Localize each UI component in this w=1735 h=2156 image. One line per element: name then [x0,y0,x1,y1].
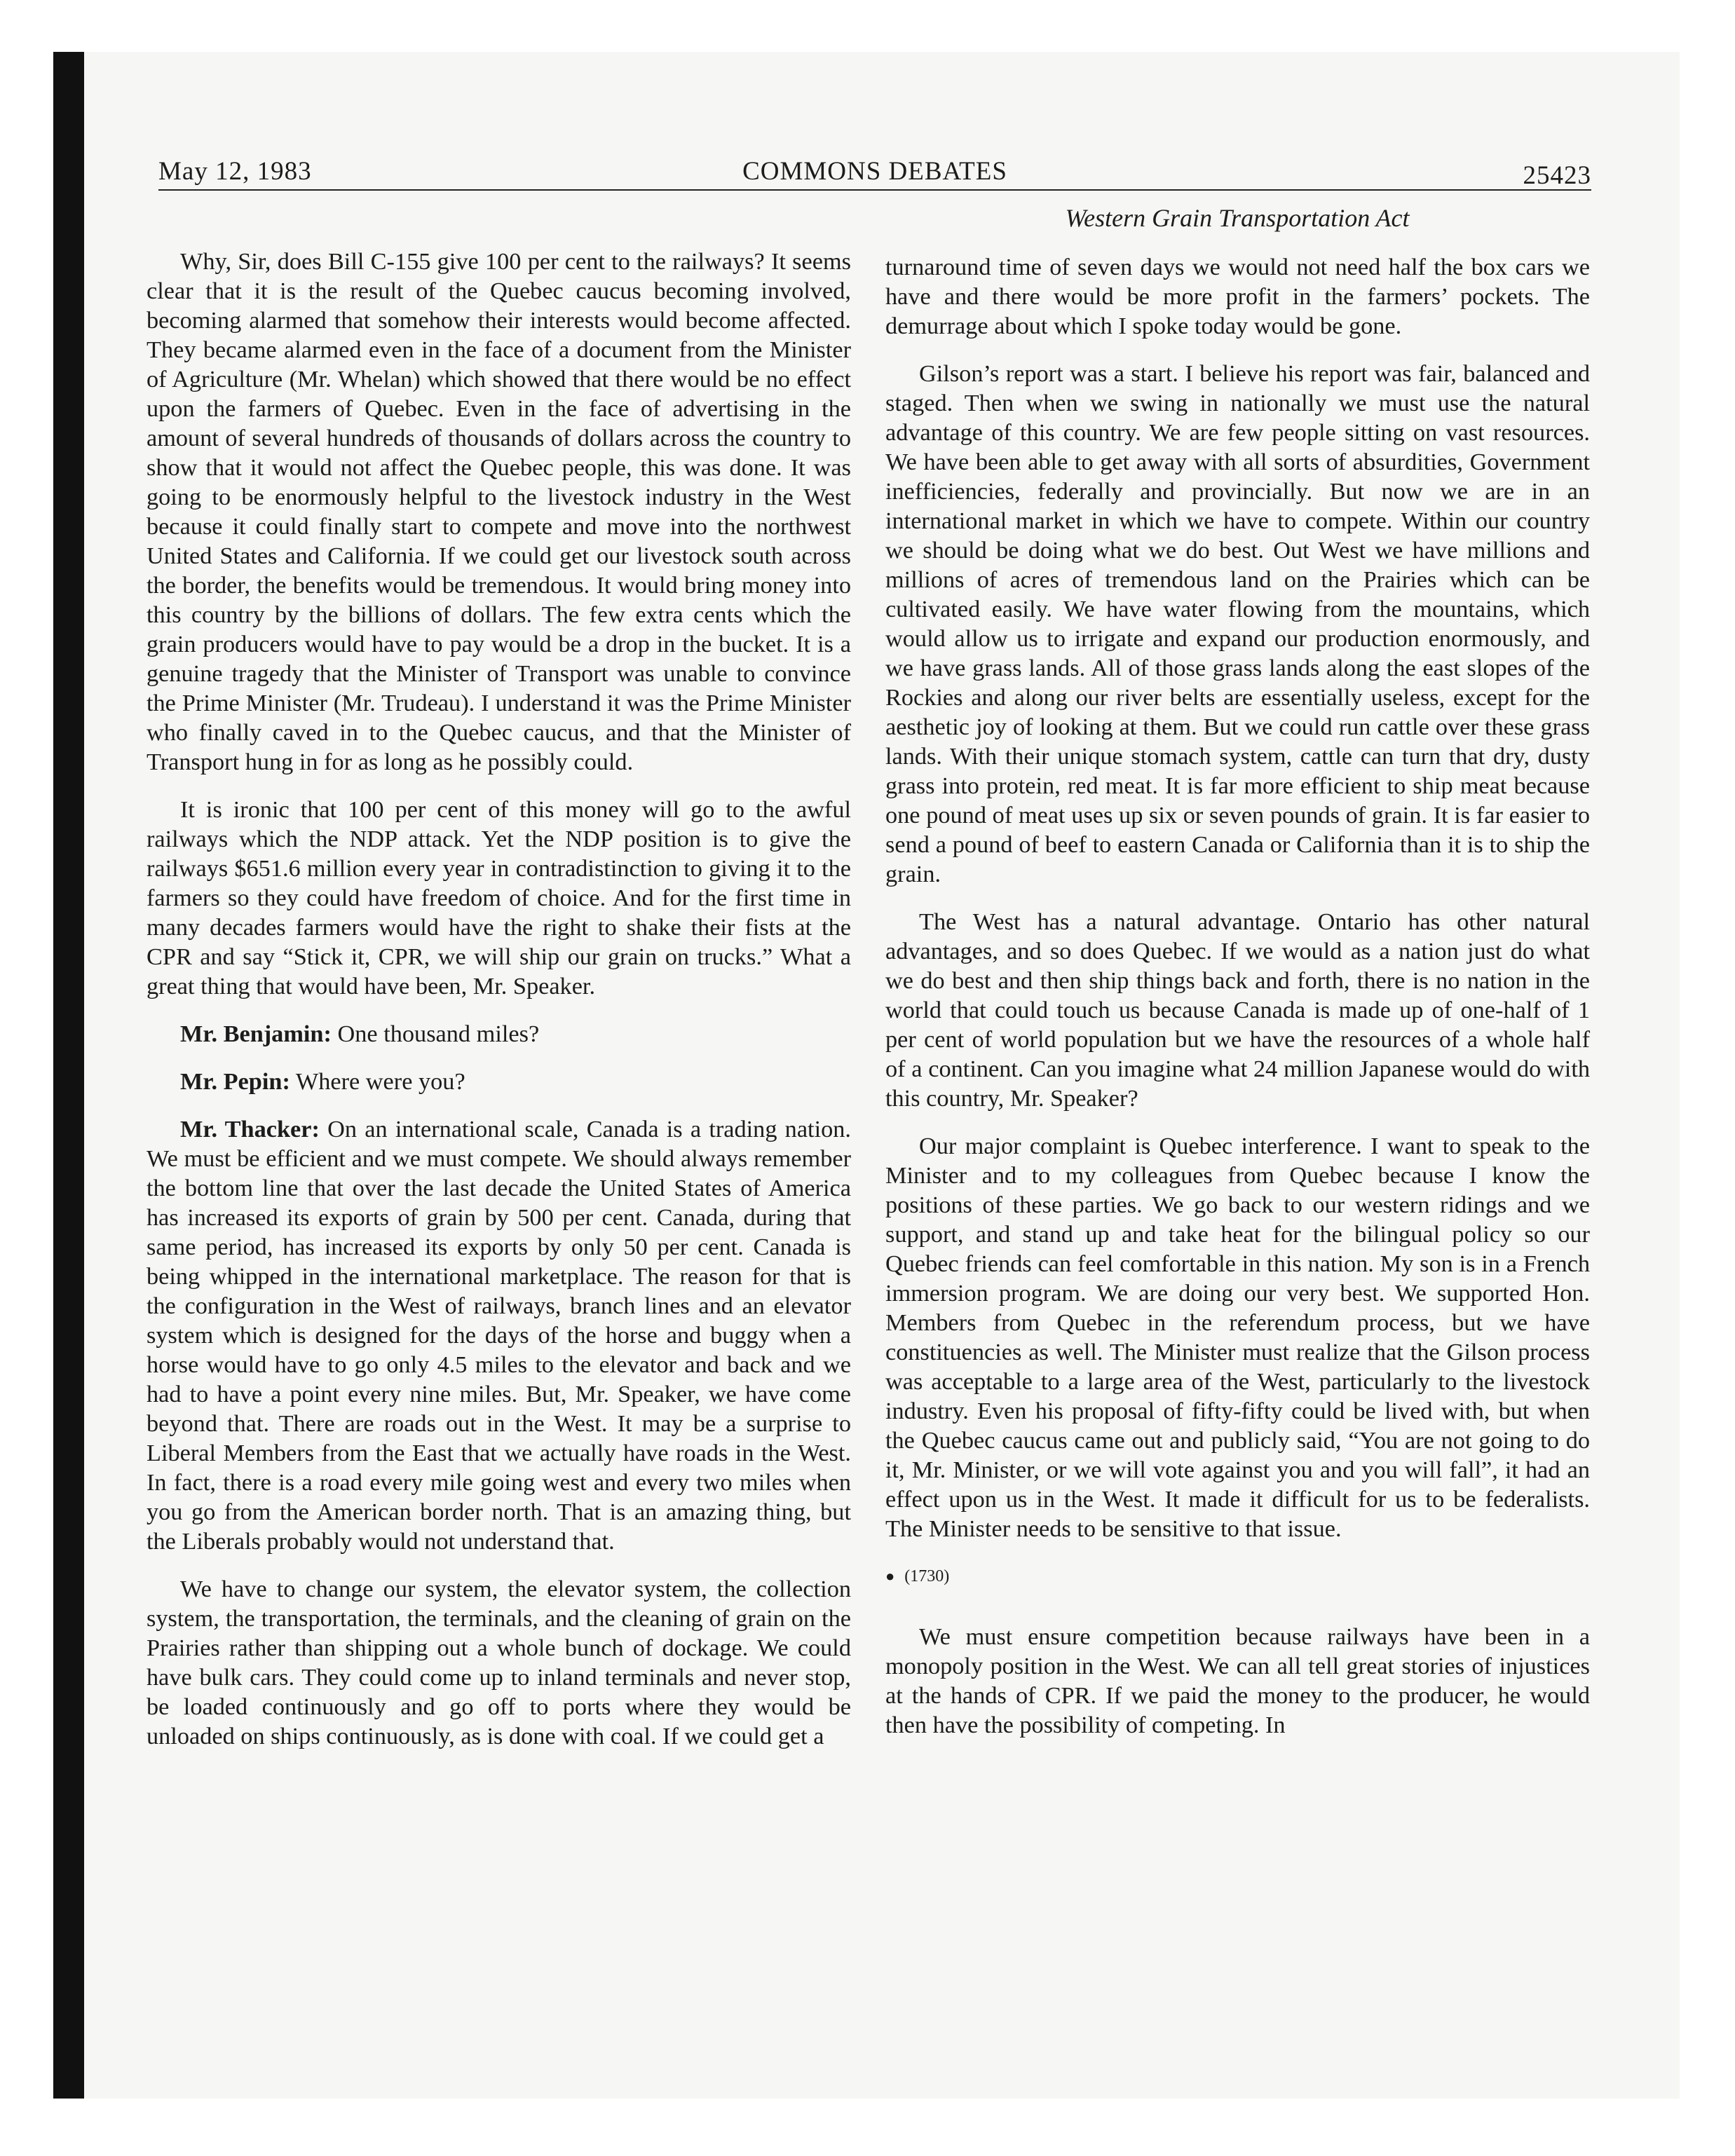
speaker-name: Mr. Pepin: [180,1068,290,1095]
paragraph: We have to change our system, the elevator system, the collection system, the transportation, the terminals, and the cleaning of grain on the Prairies rather than shipping out a whole bunch of dockage. We could have bulk cars. They could come up to inland terminals and never stop, be loaded continuously and go off to ports where they would be unloaded on ships continuously, as is done with coal. If we could get a [147,1576,851,1749]
paragraph: It is ironic that 100 per cent of this money will go to the awful railways which the NDP attack. Yet the NDP position is to give the railways $651.6 million every year in contradistinction to giving it to the farmers so they could have freedom of choice. And for the first time in many decades farmers would have the right to shake their fists at the CPR and say “Stick it, CPR, we will ship our grain on trucks.” What a great thing that would have been, Mr. Speaker. [147,796,851,999]
paragraph: Why, Sir, does Bill C-155 give 100 per cent to the railways? It seems clear that it is the result of the Quebec caucus becoming involved, becoming alarmed that somehow their interests would become affected. They became alarmed even in the face of a document from the Minister of Agriculture (Mr. Whelan) which showed that there would be no effect upon the farmers of Quebec. Even in the face of advertising in the amount of several hundreds of thousands of dollars across the country to show that it would not affect the Quebec people, this was done. It was going to be enormously helpful to the livestock industry in the West because it could finally start to compete and move into the northwest United States and California. If we could get our livestock south across the border, the benefits would be tremendous. It would bring money into this country by the billions of dollars. The few extra cents which the grain producers would have to pay would be a drop in the bucket. It is a genuine tragedy that the Minister of Transport was unable to convince the Prime Minister (Mr. Trudeau). I understand it was the Prime Minister who finally caved in to the Quebec caucus, and that the Minister of Transport hung in for as long as he possibly could. [147,248,851,775]
paragraph: turnaround time of seven days we would not need half the box cars we have and there would be more profit in the farmers’ pockets. The demurrage about which I spoke today would be gone. [885,254,1590,339]
speaker-name: Mr. Thacker: [180,1116,320,1142]
header-date: May 12, 1983 [158,157,312,186]
speech-text: On an international scale, Canada is a trading nation. We must be efficient and we must compete. We should always remember the bottom line that over the last decade the United States of America has increased its exports of grain by 500 per cent. Canada, during that same period, has increased its exports by only 50 per cent. Canada is being whipped in the international marketplace. The reason for that is the configuration in the West of railways, branch lines and an elevator system which is designed for the days of the horse and buggy when a horse would have to go only 4.5 miles to the elevator and back and we had to have a point every nine miles. But, Mr. Speaker, we have come beyond that. There are roads out in the West. It may be a surprise to Liberal Members from the East that we actually have roads in the West. In fact, there is a road every mile going west and every two miles when you go from the American border north. That is an amazing thing, but the Liberals probably would not understand that. [147,1116,851,1555]
paragraph: We must ensure competition because railways have been in a monopoly position in the West. We can all tell great stories of injustices at the hands of CPR. If we paid the money to the producer, he would then have the possibility of competing. In [885,1623,1590,1738]
page-number: 25423 [1523,161,1591,190]
time-marker [885,1562,1590,1591]
running-head: Western Grain Transportation Act [1065,204,1410,232]
left-column [147,247,851,1769]
binding-edge [53,52,84,2099]
speech-pepin [147,1067,851,1096]
speech-text: Where were you? [290,1068,465,1095]
speaker-name: Mr. Benjamin: [180,1021,332,1047]
speech-text: One thousand miles? [331,1021,540,1047]
paragraph: Gilson’s report was a start. I believe his report was fair, balanced and staged. Then when we swing in nationally we must use the natural advantage of this country. We are few people sitting on vast resources. We have been able to get away with all sorts of absurdities, Government inefficiencies, federally and provincially. But now we are in an international market in which we have to compete. Within our country we should be doing what we do best. Out West we have millions and millions of acres of tremendous land on the Prairies which can be cultivated easily. We have water flowing from the mountains, which would allow us to irrigate and expand our production enormously, and we have grass lands. All of those grass lands along the east slopes of the Rockies and along our river belts are essentially useless, except for the aesthetic joy of looking at them. But we could run cattle over these grass lands. With their unique stomach system, cattle can turn that dry, dusty grass into protein, red meat. It is far more efficient to ship meat because one pound of meat uses up six or seven pounds of grain. It is far easier to send a pound of beef to eastern Canada or California than it is to ship the grain. [885,360,1590,887]
paragraph: The West has a natural advantage. Ontario has other natural advantages, and so does Quebec. If we would as a nation just do what we do best and then ship things back and forth, there is no nation in the world that could touch us because Canada is made up of one-half of 1 per cent of world population but we have the resources of a whole half of a continent. Can you imagine what 24 million Japanese would do with this country, Mr. Speaker? [885,908,1590,1112]
right-column [885,252,1590,1758]
page-header [158,150,1591,191]
bullet-icon: ● [885,1567,895,1585]
time-marker-text: (1730) [904,1567,950,1585]
header-title: COMMONS DEBATES [742,157,1007,186]
speech-thacker [147,1114,851,1556]
speech-benjamin [147,1019,851,1049]
paragraph: Our major complaint is Quebec interference. I want to speak to the Minister and to my colleagues from Quebec because I know the positions of these parties. We go back to our western ridings and we support, and stand up and take heat for the bilingual policy so our Quebec friends can feel comfortable in this nation. My son is in a French immersion program. We are doing our very best. We supported Hon. Members from Quebec in the referendum process, but we have constituencies as well. The Minister must realize that the Gilson process was acceptable to a large area of the West, particularly to the livestock industry. Even his proposal of fifty-fifty could be lived with, but when the Quebec caucus came out and publicly said, “You are not going to do it, Mr. Minister, or we will vote against you and you will fall”, it had an effect upon us in the West. It made it difficult for us to be federalists. The Minister needs to be sensitive to that issue. [885,1133,1590,1542]
